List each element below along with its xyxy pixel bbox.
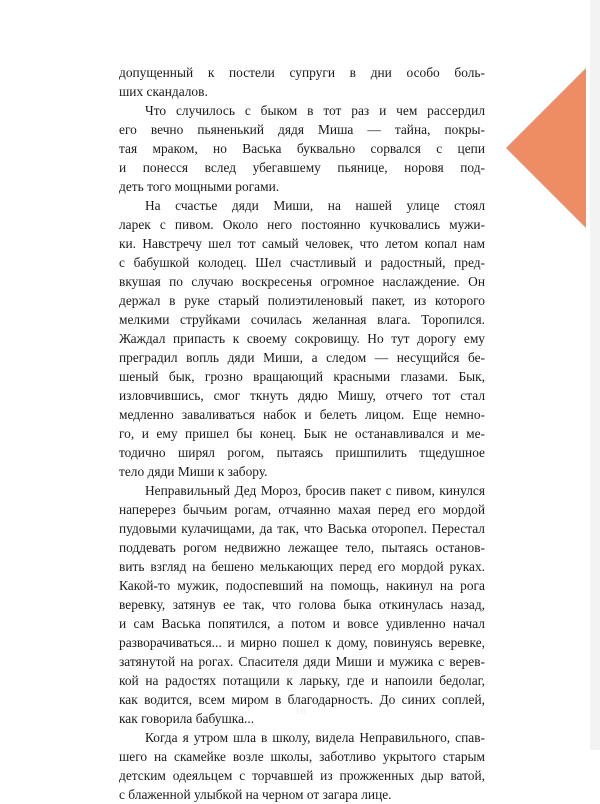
page-edge-shadow [590,0,600,750]
text-line: преградил вопль дяди Миши, а следом — несущийся бе- [119,350,485,365]
text-line: ларек с пивом. Около него постоянно кучковались мужи- [119,217,485,232]
text-line: Жаждал припасть к своему сокровищу. Но тут дорогу ему [119,331,485,346]
page-number: 16 [294,705,306,717]
text-line: с блаженной улыбкой на черном от загара лице. [119,787,392,802]
text-line: тодично ширял рогом, пытаясь пришпилить тщедушное [119,445,485,460]
orange-triangle-decoration [506,68,586,228]
text-line: его вечно пьяненький дядя Миша — тайна, покры- [119,122,485,137]
text-line: го, и ему пришел бы конец. Бык не останавливался и ме- [119,426,485,441]
text-line: как говорила бабушка... [119,711,255,726]
text-line: ших скандалов. [119,84,208,99]
text-line: Какой-то мужик, подоспевший на помощь, накинул на рога [119,578,485,593]
text-line: держал в руке старый полиэтиленовый пакет, из которого [119,293,485,308]
text-line: наперерез бычьим рогам, отчаянно махая перед его мордой [119,502,485,517]
text-line: Что случилось с быком в тот раз и чем рассердил [145,103,485,118]
text-line: вить взгляд на бешено мелькающих перед его мордой руках. [119,559,485,574]
text-line: тело дяди Миши к забору. [119,464,268,479]
text-line: детским одеяльцем с торчавшей из прожженных дыр ватой, [119,768,485,783]
text-line: мелкими струйками сочилась желанная влага. Торопился. [119,312,485,327]
text-line: как водится, всем миром в благодарность. До синих соплей, [119,692,485,707]
text-line: шеный бык, грозно вращающий красными глазами. Бык, [119,369,485,384]
text-line: изловчившись, смог ткнуть дядю Мишу, отчего тот стал [119,388,485,403]
text-line: и понесся вслед убегавшему пьянице, норовя под- [119,160,485,175]
text-line: ки. Навстречу шел тот самый человек, что летом копал нам [119,236,485,251]
text-line: Неправильный Дед Мороз, бросив пакет с пивом, кинулся [145,483,485,498]
text-line: и сам Васька попятился, а потом и вовсе удивленно начал [119,616,485,631]
text-line: вкушая по случаю воскресенья огромное наслаждение. Он [119,274,485,289]
text-line: кой на радостях потащили к ларьку, где и напоили бедолаг, [119,673,485,688]
text-line: допущенный к постели супруги в дни особо боль- [119,65,485,80]
text-line: На счастье дяди Миши, на нашей улице стоял [145,198,485,213]
text-line: тая мраком, но Васька буквально сорвался с цепи [119,141,485,156]
text-line: медленно заваливаться набок и белеть лицом. Еще немно- [119,407,485,422]
text-line: с бабушкой колодец. Шел счастливый и радостный, пред- [119,255,485,270]
body-text [119,63,485,804]
text-line: веревку, затянув ее так, что голова быка откинулась назад, [119,597,485,612]
text-line: пудовыми кулачищами, да так, что Васька оторопел. Перестал [119,521,485,536]
text-line: Когда я утром шла в школу, видела Неправильного, спав- [145,730,485,745]
text-line: деть того мощными рогами. [119,179,280,194]
text-line: разворачиваться... и мирно пошел к дому, повинуясь веревке, [119,635,485,650]
text-line: шего на скамейке возле школы, заботливо укрытого старым [119,749,485,764]
text-line: затянутой на рогах. Спасителя дяди Миши и мужика с верев- [119,654,485,669]
text-line: поддевать рогом недвижно лежащее тело, пытаясь останов- [119,540,485,555]
